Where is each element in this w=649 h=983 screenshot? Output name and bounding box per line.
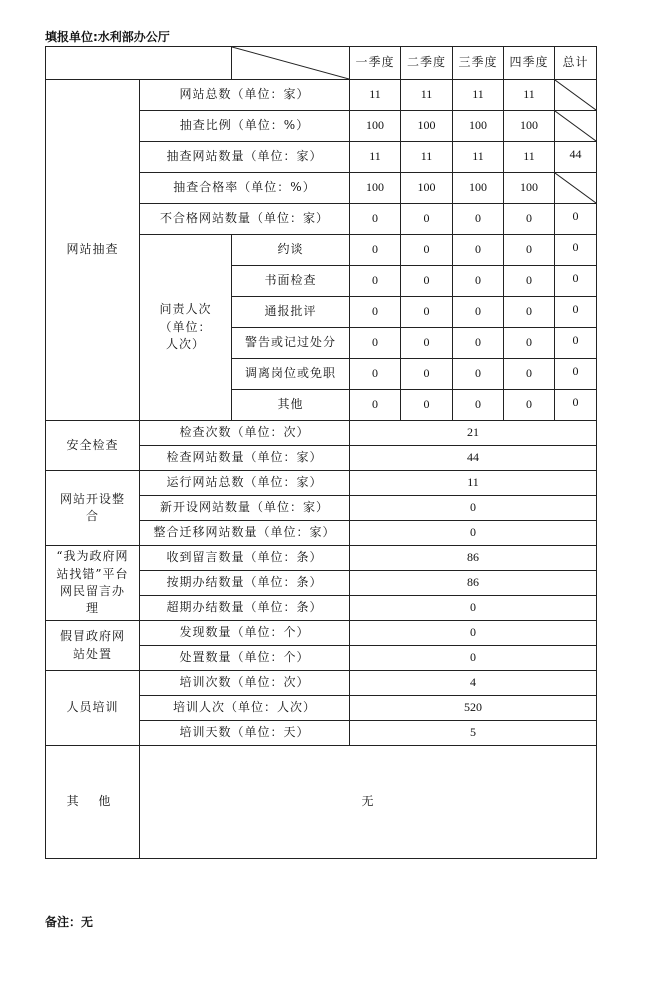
table-row [46, 671, 597, 696]
other-row [46, 746, 597, 859]
quarter-value: 100 [401, 173, 453, 204]
quarter-value: 0 [504, 390, 555, 421]
col-total: 总计 [555, 47, 597, 80]
row-label: 处置数量（单位：个） [140, 646, 350, 671]
quarter-value: 100 [401, 111, 453, 142]
quarter-value: 0 [504, 235, 555, 266]
quarter-value: 11 [453, 80, 504, 111]
row-label: 抽查合格率（单位：%） [140, 173, 350, 204]
row-label: 培训人次（单位：人次） [140, 696, 350, 721]
table-row [46, 80, 597, 111]
quarter-value: 0 [350, 235, 401, 266]
total-empty-cell [555, 173, 597, 204]
quarter-value: 11 [453, 142, 504, 173]
quarter-value: 11 [401, 80, 453, 111]
row-label: 通报批评 [232, 297, 350, 328]
category-cell: 人员培训 [46, 671, 140, 746]
row-value: 0 [350, 521, 597, 546]
quarter-value: 11 [350, 142, 401, 173]
row-label: 收到留言数量（单位：条） [140, 546, 350, 571]
total-value: 0 [555, 359, 597, 390]
category-cell: 网站开设整合 [46, 471, 140, 546]
row-label: 超期办结数量（单位：条） [140, 596, 350, 621]
col-q2: 二季度 [401, 47, 453, 80]
quarter-value: 11 [504, 142, 555, 173]
quarter-value: 0 [350, 328, 401, 359]
row-label: 检查次数（单位：次） [140, 421, 350, 446]
row-value: 21 [350, 421, 597, 446]
quarter-value: 0 [504, 359, 555, 390]
quarter-value: 100 [453, 173, 504, 204]
quarter-value: 0 [401, 359, 453, 390]
row-label: 书面检查 [232, 266, 350, 297]
quarter-value: 0 [453, 297, 504, 328]
quarter-value: 0 [504, 328, 555, 359]
row-value: 520 [350, 696, 597, 721]
category-cell: 假冒政府网站处置 [46, 621, 140, 671]
category-cell: “我为政府网站找错”平台网民留言办理 [46, 546, 140, 621]
total-value: 0 [555, 266, 597, 297]
remark: 备注：无 [45, 915, 94, 929]
quarter-value: 11 [504, 80, 555, 111]
table-row [46, 621, 597, 646]
row-value: 11 [350, 471, 597, 496]
table-row [46, 546, 597, 571]
row-label: 按期办结数量（单位：条） [140, 571, 350, 596]
quarter-value: 0 [504, 266, 555, 297]
row-value: 0 [350, 646, 597, 671]
quarter-value: 0 [401, 390, 453, 421]
quarter-value: 0 [350, 297, 401, 328]
filling-unit: 填报单位:水利部办公厅 [45, 30, 170, 44]
quarter-value: 0 [401, 204, 453, 235]
total-value: 0 [555, 390, 597, 421]
row-label: 抽查网站数量（单位：家） [140, 142, 350, 173]
quarter-value: 0 [350, 204, 401, 235]
row-label: 检查网站数量（单位：家） [140, 446, 350, 471]
quarter-value: 0 [453, 204, 504, 235]
col-q3: 三季度 [453, 47, 504, 80]
row-label: 运行网站总数（单位：家） [140, 471, 350, 496]
row-label: 培训天数（单位：天） [140, 721, 350, 746]
quarter-value: 0 [504, 204, 555, 235]
row-label: 调离岗位或免职 [232, 359, 350, 390]
row-value: 0 [350, 496, 597, 521]
row-label: 其他 [232, 390, 350, 421]
total-empty-cell [555, 111, 597, 142]
quarter-value: 0 [401, 297, 453, 328]
quarter-value: 100 [453, 111, 504, 142]
col-q4: 四季度 [504, 47, 555, 80]
website-report-table [45, 46, 597, 859]
row-label: 抽查比例（单位：%） [140, 111, 350, 142]
quarter-value: 100 [504, 173, 555, 204]
table-row [46, 471, 597, 496]
corner-cell [46, 47, 232, 80]
quarter-value: 0 [453, 359, 504, 390]
quarter-value: 0 [401, 328, 453, 359]
header-row [46, 47, 597, 80]
row-label: 不合格网站数量（单位：家） [140, 204, 350, 235]
total-value: 0 [555, 297, 597, 328]
quarter-value: 100 [504, 111, 555, 142]
quarter-value: 100 [350, 173, 401, 204]
quarter-value: 0 [453, 390, 504, 421]
row-label: 约谈 [232, 235, 350, 266]
total-value: 0 [555, 235, 597, 266]
quarter-value: 11 [350, 80, 401, 111]
row-label: 警告或记过处分 [232, 328, 350, 359]
row-label: 新开设网站数量（单位：家） [140, 496, 350, 521]
total-value: 0 [555, 328, 597, 359]
row-label: 网站总数（单位：家） [140, 80, 350, 111]
quarter-value: 0 [504, 297, 555, 328]
quarter-value: 0 [350, 266, 401, 297]
quarter-value: 0 [350, 359, 401, 390]
quarter-value: 0 [453, 328, 504, 359]
row-label: 培训次数（单位：次） [140, 671, 350, 696]
row-label: 整合迁移网站数量（单位：家） [140, 521, 350, 546]
other-value: 无 [140, 746, 597, 859]
category-cell: 网站抽查 [46, 80, 140, 421]
row-value: 4 [350, 671, 597, 696]
row-label: 发现数量（单位：个） [140, 621, 350, 646]
total-value: 44 [555, 142, 597, 173]
quarter-value: 0 [350, 390, 401, 421]
table-row [46, 421, 597, 446]
corner-diagonal-cell [232, 47, 350, 80]
quarter-value: 100 [350, 111, 401, 142]
quarter-value: 0 [453, 235, 504, 266]
accountability-label: 问责人次（单位：人次） [140, 235, 232, 421]
quarter-value: 0 [401, 266, 453, 297]
row-value: 0 [350, 621, 597, 646]
row-value: 0 [350, 596, 597, 621]
col-q1: 一季度 [350, 47, 401, 80]
quarter-value: 0 [453, 266, 504, 297]
category-cell: 其 他 [46, 746, 140, 859]
row-value: 5 [350, 721, 597, 746]
quarter-value: 11 [401, 142, 453, 173]
category-cell: 安全检查 [46, 421, 140, 471]
quarter-value: 0 [401, 235, 453, 266]
total-value: 0 [555, 204, 597, 235]
total-empty-cell [555, 80, 597, 111]
row-value: 86 [350, 546, 597, 571]
row-value: 86 [350, 571, 597, 596]
row-value: 44 [350, 446, 597, 471]
